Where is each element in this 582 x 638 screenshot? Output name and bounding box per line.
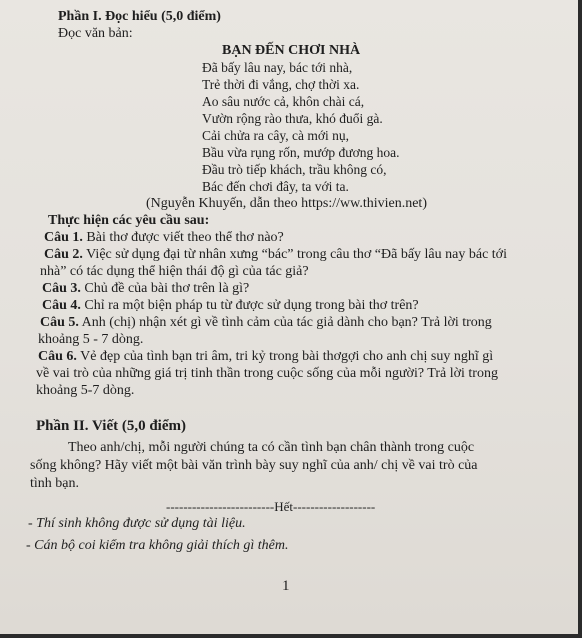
poem-line: Cải chửa ra cây, cà mới nụ, <box>202 128 350 143</box>
question-text: Chỉ ra một biện pháp tu từ được sử dụng trong bài thơ trên? <box>80 298 419 313</box>
question-label: Câu 1. <box>44 230 83 245</box>
question-label: Câu 2. <box>44 247 83 262</box>
question-text: Chủ đề của bài thơ trên là gì? <box>80 281 250 296</box>
question-3 <box>42 280 249 297</box>
question-5 <box>40 314 492 331</box>
part2-text-line: sống không? Hãy viết một bài văn trình bày suy nghĩ của anh/ chị về vai trò của <box>30 458 478 473</box>
question-label: Câu 5. <box>40 315 79 330</box>
question-text: Anh (chị) nhận xét gì về tình cảm của tác giả dành cho bạn? Trả lời trong <box>78 315 492 330</box>
question-label: Câu 6. <box>38 349 77 364</box>
question-2 <box>44 246 507 263</box>
read-label: Đọc văn bản: <box>58 26 133 41</box>
part2-text-line: Theo anh/chị, mỗi người chúng ta có cần tình bạn chân thành trong cuộc <box>68 440 475 455</box>
question-6-cont2: khoảng 5-7 dòng. <box>36 383 135 398</box>
question-text: Vẻ đẹp của tình bạn tri âm, tri kỷ trong bài thơgợi cho anh chị suy nghĩ gì <box>76 349 494 364</box>
question-4 <box>42 297 419 314</box>
part2-heading: Phần II. Viết (5,0 điểm) <box>36 418 186 434</box>
poem-line: Vườn rộng rào thưa, khó đuổi gà. <box>202 111 383 126</box>
poem-source: (Nguyễn Khuyến, dẫn theo https://ww.thivien.net) <box>146 196 427 211</box>
end-mark: -------------------------Hết------------------- <box>166 499 376 514</box>
part1-heading: Phần I. Đọc hiểu (5,0 điểm) <box>58 9 221 24</box>
poem-line: Ao sâu nước cả, khôn chài cá, <box>202 94 365 109</box>
poem-line: Đã bấy lâu nay, bác tới nhà, <box>202 60 353 75</box>
part2-text-line: tình bạn. <box>30 476 79 491</box>
tasks-heading: Thực hiện các yêu cầu sau: <box>48 213 210 228</box>
note-line: - Cán bộ coi kiểm tra không giải thích gì thêm. <box>26 538 289 553</box>
poem-line: Trẻ thời đi vắng, chợ thời xa. <box>202 77 360 92</box>
question-2-cont: nhà” có tác dụng thể hiện thái độ gì của tác giả? <box>40 264 309 279</box>
poem-line: Bác đến chơi đây, ta với ta. <box>202 179 349 194</box>
question-label: Câu 4. <box>42 298 81 313</box>
note-line: - Thí sinh không được sử dụng tài liệu. <box>28 516 246 531</box>
poem-line: Đầu trò tiếp khách, trầu không có, <box>202 162 387 177</box>
page-number: 1 <box>282 578 290 594</box>
poem-title: BẠN ĐẾN CHƠI NHÀ <box>222 43 361 58</box>
question-label: Câu 3. <box>42 281 81 296</box>
question-text: Việc sử dụng đại từ nhân xưng “bác” trong câu thơ “Đã bấy lâu nay bác tới <box>82 247 507 262</box>
poem-line: Bầu vừa rụng rốn, mướp đương hoa. <box>202 145 400 160</box>
question-text: Bài thơ được viết theo thể thơ nào? <box>82 230 284 245</box>
question-6-cont: về vai trò của những giá trị tinh thần trong cuộc sống của mỗi người? Trả lời trong <box>36 366 498 381</box>
question-1 <box>44 229 284 246</box>
question-6 <box>38 348 493 365</box>
question-5-cont: khoảng 5 - 7 dòng. <box>38 332 144 347</box>
